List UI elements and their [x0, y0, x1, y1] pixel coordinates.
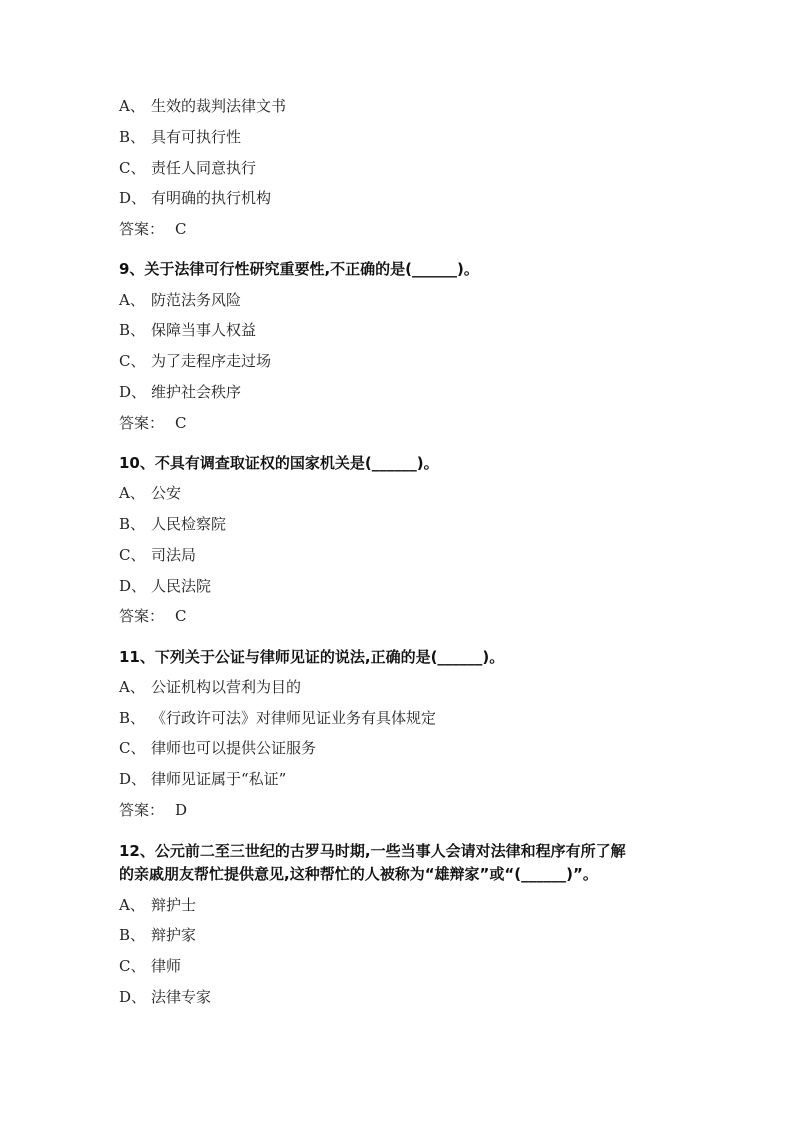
option-letter: D、 — [119, 770, 147, 788]
answer-label: 答案： — [119, 607, 165, 625]
option-text: 公证机构以营利为目的 — [151, 678, 302, 696]
option-text: 《行政许可法》对律师见证业务有具体规定 — [151, 709, 437, 727]
q8-answer — [119, 219, 186, 239]
option-letter: D、 — [119, 189, 147, 207]
q9-answer — [119, 413, 186, 433]
answer-label: 答案： — [119, 414, 165, 432]
q11-option-a — [119, 677, 301, 697]
option-text: 人民检察院 — [151, 515, 227, 533]
option-letter: B、 — [119, 926, 146, 944]
q9-question: 9、关于法律可行性研究重要性,不正确的是(______)。 — [119, 260, 479, 278]
option-letter: C、 — [119, 159, 146, 177]
q9-option-c — [119, 351, 271, 371]
q8-option-a — [119, 96, 286, 116]
option-text: 保障当事人权益 — [151, 321, 257, 339]
option-text: 律师见证属于“私证” — [151, 770, 287, 788]
option-text: 维护社会秩序 — [151, 383, 242, 401]
answer-value: C — [175, 607, 187, 625]
q12-option-a — [119, 895, 196, 915]
q8-option-b — [119, 127, 241, 147]
option-text: 有明确的执行机构 — [151, 189, 272, 207]
q9-option-d — [119, 382, 241, 402]
option-text: 律师也可以提供公证服务 — [151, 739, 317, 757]
answer-value: D — [175, 801, 188, 819]
q12-option-c — [119, 956, 181, 976]
option-text: 辩护家 — [151, 926, 197, 944]
q9-option-b — [119, 320, 256, 340]
answer-label: 答案： — [119, 801, 165, 819]
q12-option-d — [119, 987, 211, 1007]
q12-option-b — [119, 925, 196, 945]
q9-option-a — [119, 290, 241, 310]
option-text: 人民法院 — [151, 577, 212, 595]
answer-value: C — [175, 220, 187, 238]
q11-option-c — [119, 738, 316, 758]
q10-question: 10、不具有调查取证权的国家机关是(______)。 — [119, 454, 439, 472]
option-letter: B、 — [119, 321, 146, 339]
option-letter: C、 — [119, 739, 146, 757]
option-letter: B、 — [119, 515, 146, 533]
option-letter: B、 — [119, 709, 146, 727]
option-letter: D、 — [119, 988, 147, 1006]
q10-option-c — [119, 545, 196, 565]
q10-option-a — [119, 483, 181, 503]
q11-question: 11、下列关于公证与律师见证的说法,正确的是(______)。 — [119, 648, 505, 666]
option-text: 为了走程序走过场 — [151, 352, 272, 370]
option-letter: C、 — [119, 546, 146, 564]
q10-option-d — [119, 576, 211, 596]
option-text: 责任人同意执行 — [151, 159, 257, 177]
option-text: 具有可执行性 — [151, 128, 242, 146]
q10-option-b — [119, 514, 226, 534]
option-text: 公安 — [151, 484, 182, 502]
option-letter: D、 — [119, 383, 147, 401]
q8-option-d — [119, 188, 271, 208]
option-letter: A、 — [119, 678, 145, 696]
option-letter: A、 — [119, 484, 145, 502]
option-letter: A、 — [119, 291, 145, 309]
option-text: 律师 — [151, 957, 182, 975]
option-letter: C、 — [119, 957, 146, 975]
option-letter: C、 — [119, 352, 146, 370]
q8-option-c — [119, 158, 256, 178]
q11-answer — [119, 800, 187, 820]
option-letter: A、 — [119, 896, 145, 914]
option-letter: A、 — [119, 97, 145, 115]
option-text: 生效的裁判法律文书 — [151, 97, 287, 115]
q12-question-line-1: 12、公元前二至三世纪的古罗马时期,一些当事人会请对法律和程序有所了解 — [119, 842, 626, 860]
q11-option-b — [119, 708, 436, 728]
option-text: 法律专家 — [151, 988, 212, 1006]
option-letter: B、 — [119, 128, 146, 146]
answer-value: C — [175, 414, 187, 432]
q12-question-line-2: 的亲戚朋友帮忙提供意见,这种帮忙的人被称为“雄辩家”或“(______)”。 — [119, 865, 598, 883]
option-text: 辩护士 — [151, 896, 197, 914]
q11-option-d — [119, 769, 286, 789]
option-text: 防范法务风险 — [151, 291, 242, 309]
q10-answer — [119, 606, 186, 626]
option-letter: D、 — [119, 577, 147, 595]
answer-label: 答案： — [119, 220, 165, 238]
option-text: 司法局 — [151, 546, 197, 564]
